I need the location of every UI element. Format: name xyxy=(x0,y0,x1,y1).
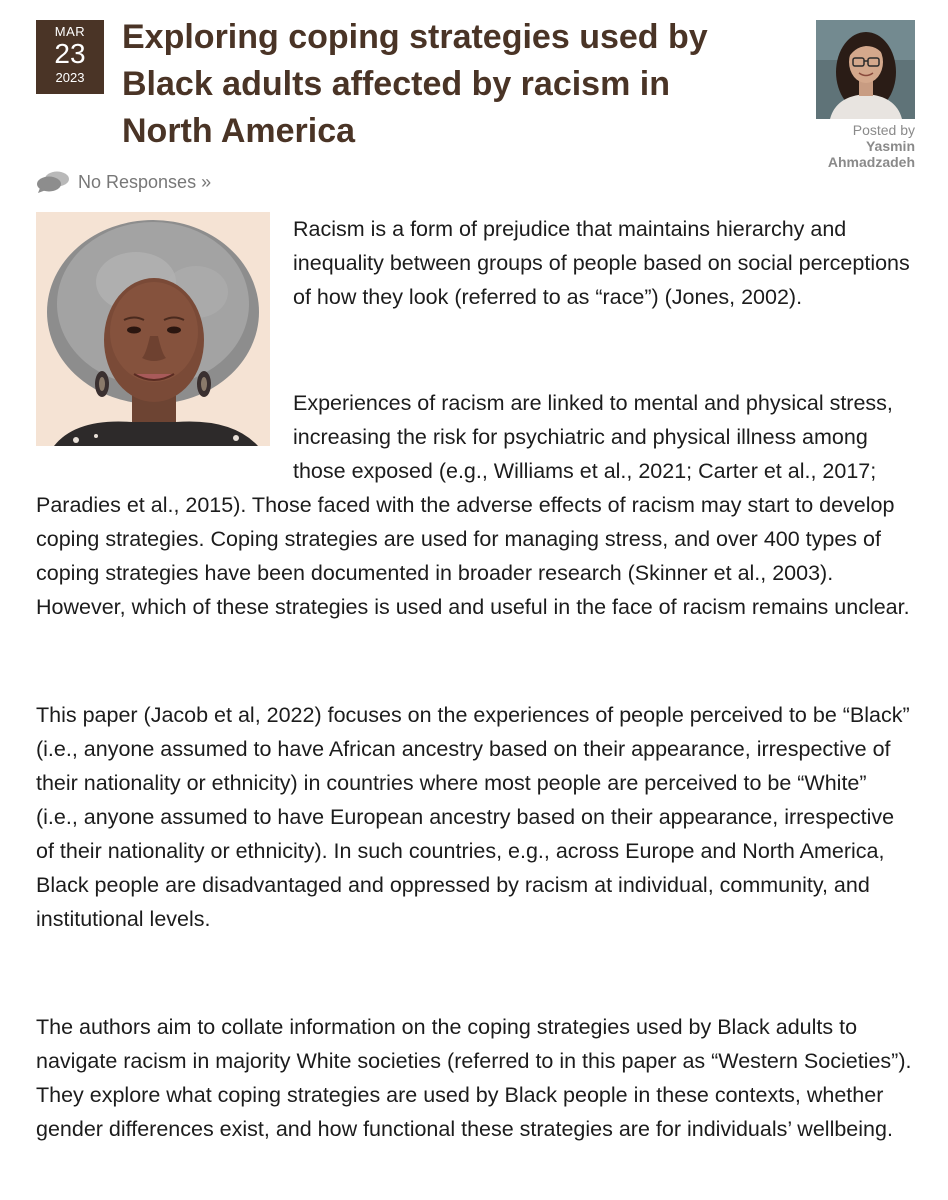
author-box xyxy=(812,20,915,170)
author-first-name[interactable]: Yasmin xyxy=(865,138,915,154)
body-paragraph-2-line: illness among those exposed (e.g., Williams et al., 2021; xyxy=(293,425,868,483)
author-label: Posted by xyxy=(852,122,915,138)
body-paragraph-1: Racism is a form of prejudice that maintains hierarchy and inequality between groups of people based on social perceptions of how they look (referred to as “race”) (Jones, 2002). xyxy=(293,217,910,309)
author-last-name[interactable]: Ahmadzadeh xyxy=(827,154,915,170)
post-title-line: Black adults affected by racism in xyxy=(122,65,670,103)
body-paragraph-3: This paper (Jacob et al, 2022) focuses on the experiences of people perceived to be “Black” (i.e., anyone assumed to have African ancestry based on their appearance, irrespective of their nationality or ethnicity) in countries where most people are perceived to be “White” (i.e., anyone assumed to have European ancestry based on their appearance, irrespective of their nationality or ethnicity). In such countries, e.g., across Europe and North America, Black people are disadvantaged and oppressed by racism at individual, community, and institutional levels. xyxy=(36,703,910,931)
responses-meta xyxy=(36,171,211,193)
body-paragraph-2 xyxy=(36,386,914,624)
post-date-badge xyxy=(36,20,104,94)
post-title[interactable] xyxy=(122,14,762,155)
body-paragraph-2-line: stress, increasing the risk for psychiatric and physical xyxy=(293,391,893,449)
author-avatar[interactable] xyxy=(816,20,915,119)
post-date-month: MAR xyxy=(54,24,86,39)
speech-bubbles-icon xyxy=(36,171,70,193)
author-avatar-picture xyxy=(816,20,915,119)
body-paragraph-2-line: Experiences of racism are linked to mental and physical xyxy=(293,391,824,415)
post-date-day: 23 xyxy=(54,38,86,69)
body-paragraph-2-line: Carter et al., 2017; Paradies et al., 2015). Those faced with the adverse effects of racism may start to develop coping strategies. Coping strategies are used for managing stress, and over 400 types of coping strategies have been documented in broader research (Skinner et al., 2003). However, which of these strategies is used and useful in the face of racism remains unclear. xyxy=(36,459,910,619)
image-wrap-spacer xyxy=(36,386,293,488)
post-title-line: North America xyxy=(122,112,356,150)
responses-link[interactable]: No Responses » xyxy=(78,171,212,192)
post-title-line: Exploring coping strategies used by xyxy=(122,18,708,56)
body-paragraph-4: The authors aim to collate information on the coping strategies used by Black adults to navigate racism in majority White societies (referred to in this paper as “Western Societies”). They explore what coping strategies are used by Black people in these contexts, whether gender differences exist, and how functional these strategies are for individuals’ wellbeing. xyxy=(36,1015,912,1141)
post-date-year: 2023 xyxy=(55,70,85,85)
